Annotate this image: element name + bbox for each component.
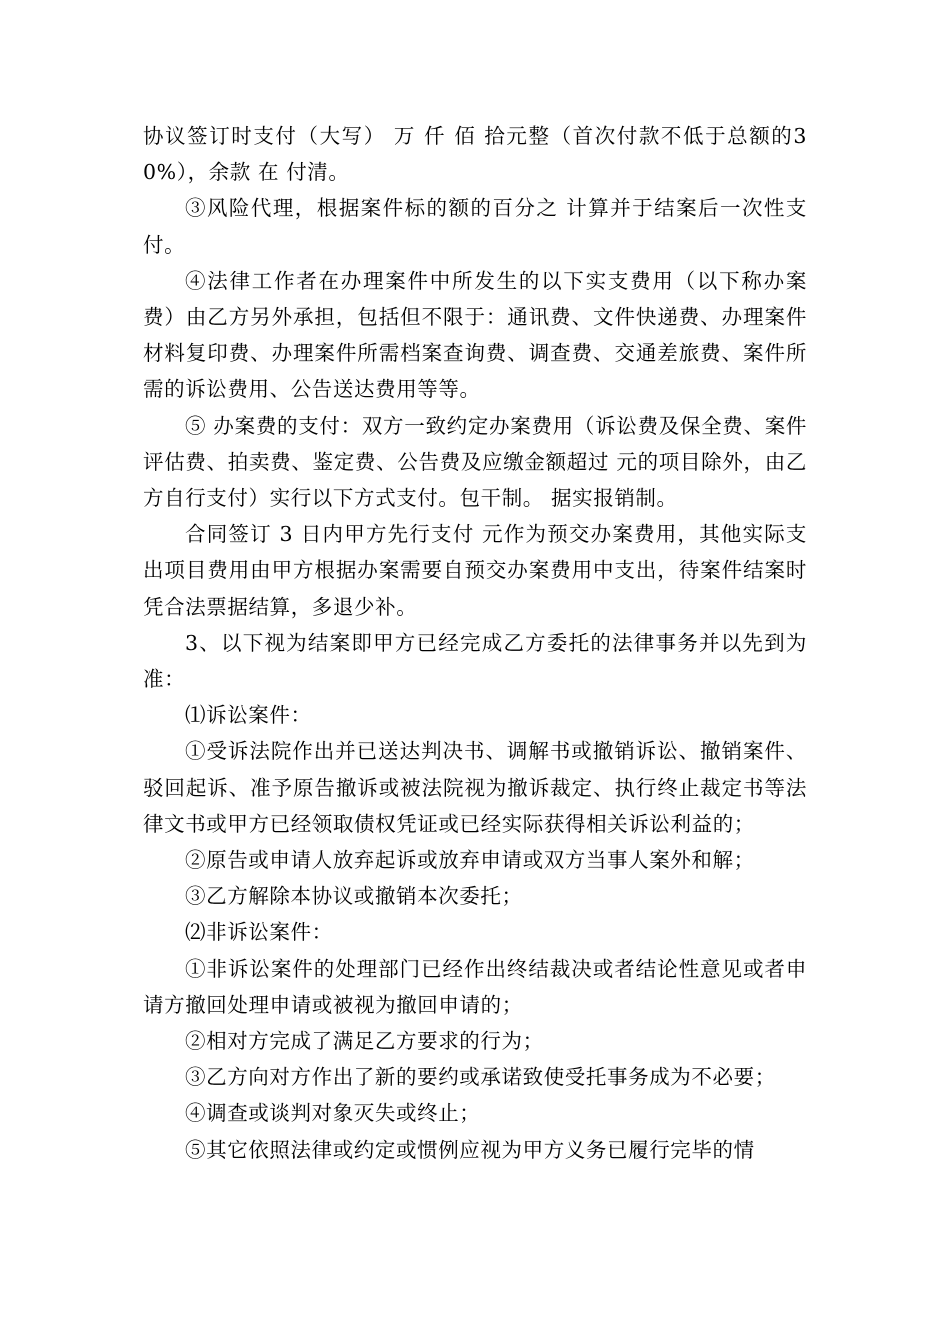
paragraph-litigation-item-2: ②原告或申请人放弃起诉或放弃申请或双方当事人案外和解； <box>185 848 755 873</box>
paragraph-non-litigation-heading: ⑵非诉讼案件： <box>185 920 333 945</box>
paragraph-case-expenses: ④法律工作者在办理案件中所发生的以下实支费用（以下称办案费）由乙方另外承担，包括但不限于：通讯费、文件快递费、办理案件材料复印费、办理案件所需档案查询费、调查费、交通差旅费、案件所需的诉讼费用、公告送达费用等等。 <box>143 268 807 402</box>
paragraph-payment-schedule: 协议签订时支付（大写） 万 仟 佰 拾元整（首次付款不低于总额的30%），余款 在 付清。 <box>143 124 807 185</box>
paragraph-case-closure-heading: 3、以下视为结案即甲方已经完成乙方委托的法律事务并以先到为准： <box>143 630 807 692</box>
paragraph-advance-payment: 合同签订 3 日内甲方先行支付 元作为预交办案费用，其他实际支出项目费用由甲方根据办案需要自预交办案费用中支出，待案件结案时凭合法票据结算，多退少补。 <box>143 522 807 619</box>
paragraph-expense-payment: ⑤ 办案费的支付：双方一致约定办案费用（诉讼费及保全费、案件评估费、拍卖费、鉴定费、公告费及应缴金额超过 元的项目除外，由乙方自行支付）实行以下方式支付。包干制。 据实报销制。 <box>143 413 807 511</box>
paragraph-non-litigation-item-2: ②相对方完成了满足乙方要求的行为； <box>185 1029 544 1054</box>
paragraph-non-litigation-item-1: ①非诉讼案件的处理部门已经作出终结裁决或者结论性意见或者申请方撤回处理申请或被视为撤回申请的； <box>143 956 807 1017</box>
paragraph-litigation-item-1: ①受诉法院作出并已送达判决书、调解书或撤销诉讼、撤销案件、驳回起诉、准予原告撤诉或被法院视为撤诉裁定、执行终止裁定书等法律文书或甲方已经领取债权凭证或已经实际获得相关诉讼利益的； <box>143 739 807 836</box>
paragraph-non-litigation-item-5: ⑤其它依照法律或约定或惯例应视为甲方义务已履行完毕的情 <box>185 1137 755 1162</box>
paragraph-non-litigation-item-3: ③乙方向对方作出了新的要约或承诺致使受托事务成为不必要； <box>185 1065 776 1090</box>
paragraph-litigation-item-3: ③乙方解除本协议或撤销本次委托； <box>185 884 523 909</box>
paragraph-litigation-heading: ⑴诉讼案件： <box>185 703 312 728</box>
contract-body <box>143 118 807 1168</box>
paragraph-non-litigation-item-4: ④调查或谈判对象灭失或终止； <box>185 1101 481 1126</box>
paragraph-risk-agency: ③风险代理，根据案件标的额的百分之 计算并于结案后一次性支付。 <box>143 196 807 257</box>
